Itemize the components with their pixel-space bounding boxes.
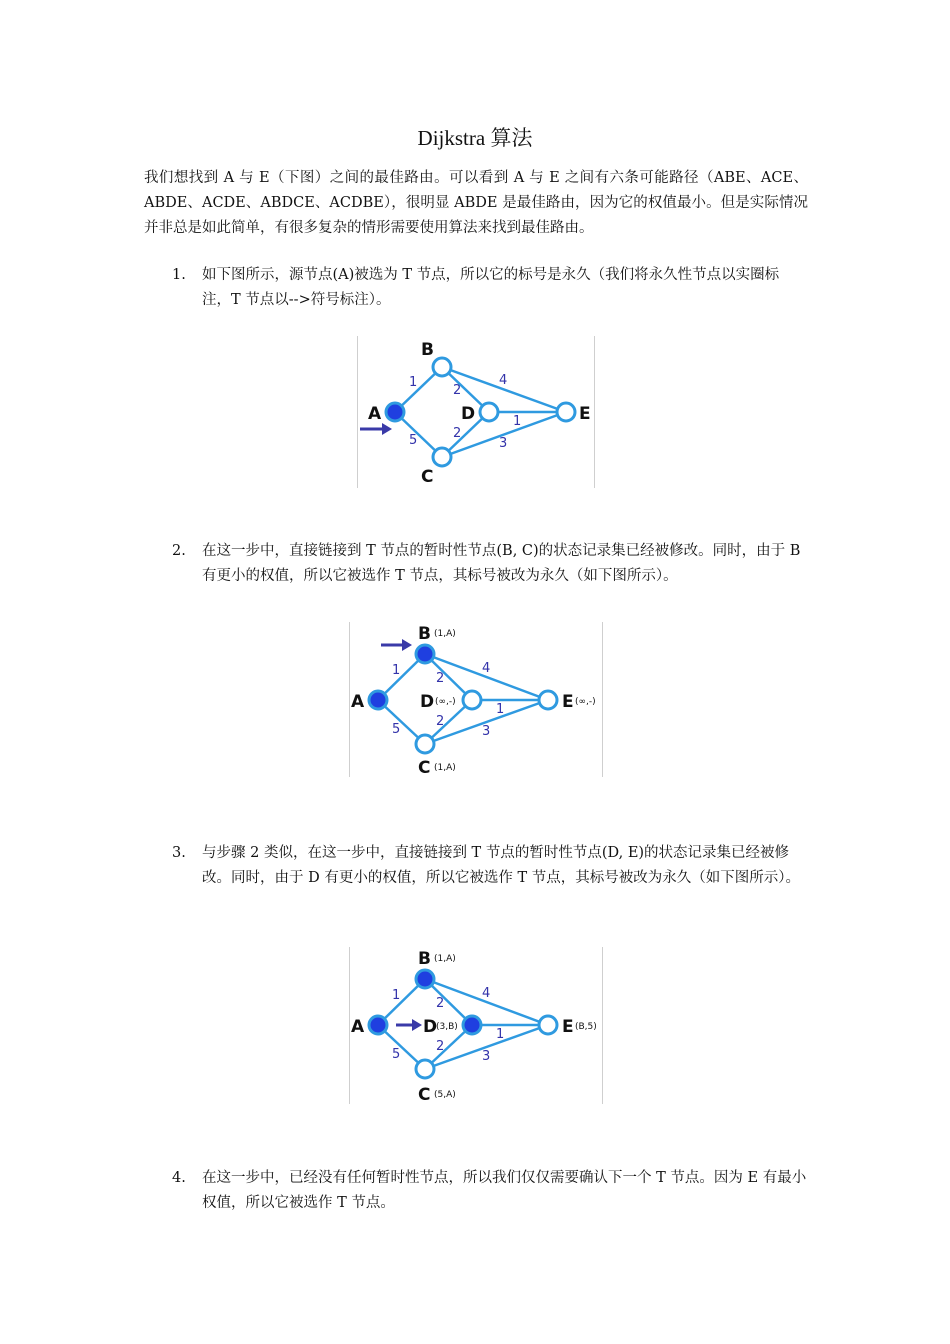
node-c-label: C: [418, 758, 431, 777]
step-text: 在这一步中，已经没有任何暂时性节点，所以我们仅仅需要确认下一个 T 节点。因为 E 有最小权值，所以它被选作 T 节点。: [202, 1170, 807, 1211]
node-d: [463, 1016, 481, 1034]
weight-ce: 3: [482, 724, 491, 739]
node-c: [416, 1060, 434, 1078]
node-d-label: D: [423, 1017, 438, 1037]
node-d-status: (3,B): [436, 1022, 458, 1032]
node-a-label: A: [351, 692, 365, 712]
step-text: 与步骤 2 类似，在这一步中，直接链接到 T 节点的暂时性节点(D, E)的状态记录集已经被修改。同时，由于 D 有更小的权值，所以它被选作 T 节点，其标号被改为永久（如下图所示）。: [202, 845, 800, 886]
node-b-status: (1,A): [434, 629, 456, 639]
graph-diagram-1: [358, 336, 594, 488]
node-e-label: E: [579, 404, 591, 424]
node-c-status: (5,A): [434, 1090, 456, 1100]
node-d-status: (∞,-): [435, 697, 456, 707]
node-a: [386, 403, 404, 421]
node-d-label: D: [420, 692, 435, 712]
node-b-label: B: [418, 949, 431, 969]
node-c: [433, 448, 451, 466]
weight-cd: 2: [436, 714, 445, 729]
node-e-status: (∞,-): [575, 697, 596, 707]
node-d: [480, 403, 498, 421]
node-d-label: D: [461, 404, 476, 424]
weight-be: 4: [482, 986, 491, 1001]
step-2: [144, 539, 808, 589]
step-number: 3.: [172, 845, 186, 861]
node-b-label: B: [421, 340, 434, 360]
node-d: [463, 691, 481, 709]
node-e: [539, 691, 557, 709]
t-node-arrow-icon: [360, 423, 392, 435]
weight-be: 4: [482, 661, 491, 676]
step-number: 4.: [172, 1170, 186, 1186]
node-e-label: E: [562, 1017, 574, 1037]
weight-ac: 5: [409, 433, 418, 448]
page-title: Dijkstra 算法: [417, 126, 533, 150]
node-a-label: A: [368, 404, 382, 424]
weight-bd: 2: [453, 383, 462, 398]
step-text: 如下图所示，源节点(A)被选为 T 节点，所以它的标号是永久（我们将永久性节点以实圈标注，T 节点以-->符号标注）。: [202, 267, 780, 308]
step-1: [144, 263, 808, 313]
weight-bd: 2: [436, 996, 445, 1011]
weight-ce: 3: [482, 1049, 491, 1064]
weight-ce: 3: [499, 436, 508, 451]
weight-ac: 5: [392, 722, 401, 737]
node-b-label: B: [418, 624, 431, 644]
node-b: [416, 970, 434, 988]
weight-cd: 2: [436, 1039, 445, 1054]
weight-de: 1: [513, 414, 522, 429]
figure-2: [349, 622, 603, 777]
weight-de: 1: [496, 1027, 505, 1042]
weight-ac: 5: [392, 1047, 401, 1062]
node-e: [539, 1016, 557, 1034]
node-e: [557, 403, 575, 421]
node-c: [416, 735, 434, 753]
step-number: 2.: [172, 543, 186, 559]
node-e-status: (B,5): [575, 1022, 597, 1032]
step-4: [144, 1166, 808, 1216]
step-number: 1.: [172, 267, 186, 283]
intro-paragraph: 我们想找到 A 与 E（下图）之间的最佳路由。可以看到 A 与 E 之间有六条可能路径（ABE、ACE、ABDE、ACDE、ABDCE、ACDBE），很明显 ABDE 是最佳路由，因为它的权值最小。但是实际情况并非总是如此简单，有很多复杂的情形需要使用算法来找到最佳路由。: [144, 170, 808, 236]
node-b: [433, 358, 451, 376]
node-b-status: (1,A): [434, 954, 456, 964]
node-c-label: C: [418, 1085, 431, 1104]
node-a: [369, 691, 387, 709]
node-a-label: A: [351, 1017, 365, 1037]
t-node-arrow-icon: [396, 1019, 422, 1031]
step-3: [144, 841, 808, 891]
t-node-arrow-icon: [381, 639, 412, 651]
figure-3: [349, 947, 603, 1104]
weight-de: 1: [496, 702, 505, 717]
node-b: [416, 645, 434, 663]
step-text: 在这一步中，直接链接到 T 节点的暂时性节点(B, C)的状态记录集已经被修改。同时，由于 B 有更小的权值，所以它被选作 T 节点，其标号被改为永久（如下图所示）。: [202, 543, 801, 584]
figure-1: [357, 336, 595, 488]
node-c-status: (1,A): [434, 763, 456, 773]
weight-bd: 2: [436, 671, 445, 686]
node-a: [369, 1016, 387, 1034]
weight-be: 4: [499, 373, 508, 388]
node-e-label: E: [562, 692, 574, 712]
weight-ab: 1: [392, 663, 401, 678]
graph-diagram-2: [350, 622, 602, 777]
weight-ab: 1: [409, 375, 418, 390]
node-c-label: C: [421, 467, 434, 487]
weight-ab: 1: [392, 988, 401, 1003]
graph-diagram-3: [350, 947, 602, 1104]
weight-cd: 2: [453, 426, 462, 441]
